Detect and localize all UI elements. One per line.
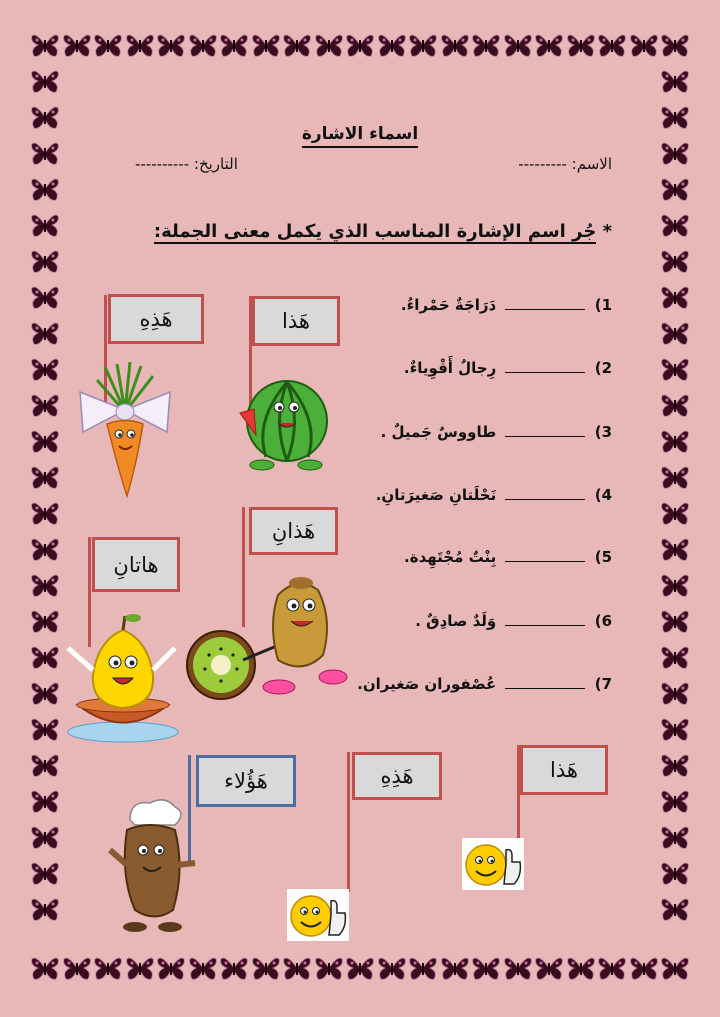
butterfly-icon <box>660 248 690 274</box>
flag-pole <box>347 752 350 892</box>
butterfly-icon <box>93 32 123 58</box>
pear-icon <box>63 610 183 745</box>
butterfly-icon <box>30 608 60 634</box>
butterfly-icon <box>660 356 690 382</box>
butterfly-icon <box>219 955 249 981</box>
kiwi-icon <box>183 565 348 705</box>
butterfly-icon <box>314 955 344 981</box>
butterfly-icon <box>534 955 564 981</box>
butterfly-icon <box>660 320 690 346</box>
option-hadhihi-1[interactable]: هَذِهِ <box>108 294 204 344</box>
option-hadhihi-2[interactable]: هَذِهِ <box>352 752 442 800</box>
answer-drop-zone-5[interactable] <box>505 548 585 562</box>
butterfly-icon <box>440 32 470 58</box>
butterfly-icon <box>30 860 60 886</box>
butterfly-icon <box>30 248 60 274</box>
option-hadhani[interactable]: هَذانِ <box>249 507 338 555</box>
instruction <box>154 221 612 242</box>
butterfly-icon <box>30 896 60 922</box>
instruction-text: جُر اسم الإشارة المناسب الذي يكمل معنى الجملة: <box>153 221 597 242</box>
butterfly-icon <box>660 500 690 526</box>
butterfly-icon <box>30 356 60 382</box>
option-haulai[interactable]: هَؤُلاء <box>196 755 296 807</box>
butterfly-icon <box>377 32 407 58</box>
butterfly-icon <box>30 320 60 346</box>
butterfly-icon <box>30 500 60 526</box>
butterfly-icon <box>660 752 690 778</box>
butterfly-icon <box>660 68 690 94</box>
butterfly-icon <box>156 955 186 981</box>
butterfly-icon <box>597 955 627 981</box>
watermelon-icon <box>232 373 332 473</box>
question-4: 4) نَحْلَتانِ صَغيرَتانِ. <box>375 486 612 504</box>
date-field-label: التاريخ: ---------- <box>135 155 238 173</box>
page-title: اسماء الاشارة <box>0 124 720 144</box>
butterfly-icon <box>503 955 533 981</box>
butterfly-icon <box>660 392 690 418</box>
butterfly-icon <box>660 824 690 850</box>
butterfly-icon <box>93 955 123 981</box>
butterfly-icon <box>30 464 60 490</box>
butterfly-icon <box>62 32 92 58</box>
butterfly-icon <box>282 32 312 58</box>
butterfly-icon <box>30 824 60 850</box>
butterfly-icon <box>30 68 60 94</box>
butterfly-icon <box>629 32 659 58</box>
butterfly-icon <box>660 572 690 598</box>
question-5: 5) بِنْتٌ مُجْتَهِدة. <box>404 548 612 566</box>
butterfly-icon <box>660 608 690 634</box>
butterfly-icon <box>660 536 690 562</box>
butterfly-icon <box>660 212 690 238</box>
smiley-thumbs-up-icon <box>287 889 349 941</box>
butterfly-icon <box>660 284 690 310</box>
question-6: 6) وَلَدٌ صادِقٌ . <box>415 612 612 630</box>
butterfly-icon <box>660 680 690 706</box>
question-7: 7) عُصْفوران صَغيران. <box>357 675 612 693</box>
option-hatani[interactable]: هاتانِ <box>92 537 180 592</box>
butterfly-icon <box>125 955 155 981</box>
butterfly-icon <box>314 32 344 58</box>
butterfly-icon <box>503 32 533 58</box>
butterfly-icon <box>282 955 312 981</box>
butterfly-icon <box>566 955 596 981</box>
butterfly-icon <box>251 955 281 981</box>
answer-drop-zone-3[interactable] <box>505 423 585 437</box>
butterfly-icon <box>345 955 375 981</box>
butterfly-icon <box>471 955 501 981</box>
butterfly-icon <box>30 284 60 310</box>
answer-drop-zone-1[interactable] <box>505 296 585 310</box>
name-field-label: الاسم: --------- <box>518 155 612 173</box>
butterfly-icon <box>30 716 60 742</box>
butterfly-icon <box>30 32 60 58</box>
butterfly-icon <box>219 32 249 58</box>
butterfly-icon <box>660 716 690 742</box>
butterfly-icon <box>408 32 438 58</box>
butterfly-icon <box>30 680 60 706</box>
question-1: 1) دَرَاجَةٌ حَمْراءُ. <box>400 296 612 314</box>
butterfly-icon <box>440 955 470 981</box>
butterfly-icon <box>30 752 60 778</box>
butterfly-icon <box>660 464 690 490</box>
question-3: 3) طاووسٌ جَميلٌ . <box>380 423 612 441</box>
butterfly-icon <box>30 176 60 202</box>
butterfly-icon <box>377 955 407 981</box>
answer-drop-zone-6[interactable] <box>505 612 585 626</box>
butterfly-icon <box>566 32 596 58</box>
smiley-thumbs-up-icon <box>462 838 524 890</box>
butterfly-icon <box>30 788 60 814</box>
option-hadha-2[interactable]: هَذا <box>520 745 608 795</box>
butterfly-icon <box>660 955 690 981</box>
butterfly-icon <box>125 32 155 58</box>
butterfly-icon <box>188 32 218 58</box>
butterfly-icon <box>660 644 690 670</box>
butterfly-icon <box>30 392 60 418</box>
butterfly-icon <box>660 428 690 454</box>
butterfly-icon <box>62 955 92 981</box>
butterfly-icon <box>660 860 690 886</box>
butterfly-icon <box>30 955 60 981</box>
butterfly-icon <box>471 32 501 58</box>
butterfly-icon <box>345 32 375 58</box>
answer-drop-zone-7[interactable] <box>505 675 585 689</box>
butterfly-icon <box>660 896 690 922</box>
butterfly-icon <box>408 955 438 981</box>
potato-icon <box>105 795 200 935</box>
butterfly-icon <box>30 428 60 454</box>
butterfly-icon <box>156 32 186 58</box>
butterfly-icon <box>251 32 281 58</box>
butterfly-icon <box>660 176 690 202</box>
option-hadha-1[interactable]: هَذا <box>252 296 340 346</box>
answer-drop-zone-2[interactable] <box>505 359 585 373</box>
butterfly-icon <box>597 32 627 58</box>
butterfly-icon <box>30 536 60 562</box>
butterfly-icon <box>30 572 60 598</box>
butterfly-icon <box>188 955 218 981</box>
butterfly-icon <box>30 212 60 238</box>
question-2: 2) رِجالٌ أَقْوِياءٌ. <box>403 359 612 377</box>
butterfly-icon <box>660 32 690 58</box>
carrot-icon <box>75 362 175 500</box>
answer-drop-zone-4[interactable] <box>505 486 585 500</box>
butterfly-icon <box>660 788 690 814</box>
butterfly-icon <box>629 955 659 981</box>
instruction-star: * <box>602 221 612 242</box>
butterfly-icon <box>30 644 60 670</box>
butterfly-icon <box>534 32 564 58</box>
